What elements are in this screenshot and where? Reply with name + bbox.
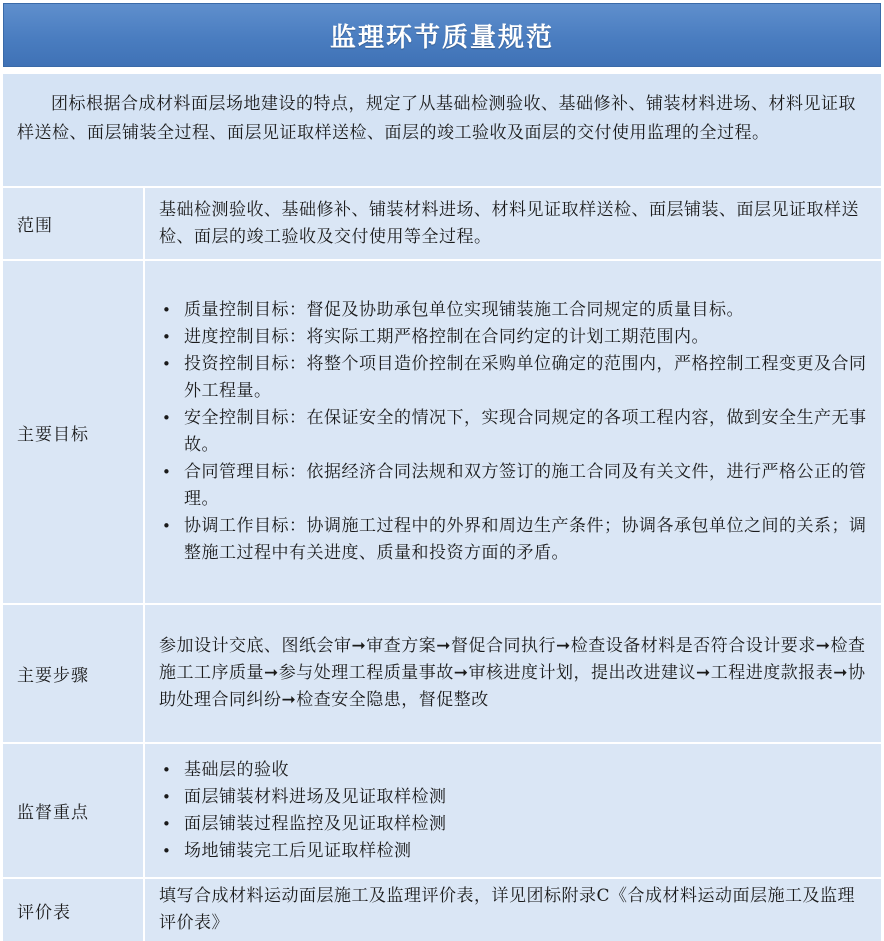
intro-paragraph: 团标根据合成材料面层场地建设的特点，规定了从基础检测验收、基础修补、铺装材料进场、材料见证取样送检、面层铺装全过程、面层见证取样送检、面层的竣工验收及面层的交付使用监理的全过程。 xyxy=(3,74,881,186)
row-content-goals xyxy=(145,261,881,603)
list-item: • 面层铺装过程监控及见证取样检测 xyxy=(159,811,867,838)
step-item: 参加设计交底、图纸会审 xyxy=(159,636,352,656)
row-label-focus: 监督重点 xyxy=(3,744,143,877)
row-label-scope: 范围 xyxy=(3,188,143,259)
step-item: 工程进度款报表 xyxy=(710,663,834,683)
title-banner xyxy=(3,3,881,67)
row-scope xyxy=(3,188,881,259)
row-evaluation xyxy=(3,879,881,941)
arrow-right-icon: ➞ xyxy=(281,690,297,710)
row-content-focus xyxy=(145,744,881,877)
step-item: 检查施工工序质量 xyxy=(159,636,866,683)
steps-flow xyxy=(159,633,867,714)
row-label-evaluation: 评价表 xyxy=(3,879,143,941)
arrow-right-icon: ➞ xyxy=(833,663,848,683)
arrow-right-icon: ➞ xyxy=(696,663,711,683)
row-content-steps xyxy=(145,605,881,742)
step-item: 审核进度计划，提出改进建议 xyxy=(468,663,696,683)
row-focus xyxy=(3,744,881,877)
focus-list xyxy=(159,757,867,865)
step-item: 参与处理工程质量事故 xyxy=(278,663,454,683)
list-item: • 投资控制目标：将整个项目造价控制在采购单位确定的范围内，严格控制工程变更及合同外工程量。 xyxy=(159,351,867,405)
row-label-goals: 主要目标 xyxy=(3,261,143,603)
arrow-right-icon: ➞ xyxy=(351,636,367,656)
scope-text: 基础检测验收、基础修补、铺装材料进场、材料见证取样送检、面层铺装、面层见证取样送检、面层的竣工验收及交付使用等全过程。 xyxy=(159,199,859,247)
arrow-right-icon: ➞ xyxy=(815,636,831,656)
arrow-right-icon: ➞ xyxy=(264,663,279,683)
row-steps xyxy=(3,605,881,742)
evaluation-text: 填写合成材料运动面层施工及监理评价表，详见团标附录C《合成材料运动面层施工及监理评价表》 xyxy=(159,886,856,933)
step-item: 检查安全隐患，督促整改 xyxy=(296,690,489,710)
step-item: 检查设备材料是否符合设计要求 xyxy=(570,636,816,656)
list-item: • 基础层的验收 xyxy=(159,757,867,784)
list-item: • 进度控制目标：将实际工期严格控制在合同约定的计划工期范围内。 xyxy=(159,324,867,351)
arrow-right-icon: ➞ xyxy=(556,636,571,656)
list-item: • 面层铺装材料进场及见证取样检测 xyxy=(159,784,867,811)
row-content-evaluation xyxy=(145,879,881,941)
step-item: 督促合同执行 xyxy=(451,636,556,656)
list-item: • 协调工作目标：协调施工过程中的外界和周边生产条件；协调各承包单位之间的关系；调整施工过程中有关进度、质量和投资方面的矛盾。 xyxy=(159,513,867,567)
list-item: • 场地铺装完工后见证取样检测 xyxy=(159,838,867,865)
goals-list xyxy=(159,297,867,567)
page-title: 监理环节质量规范 xyxy=(329,22,554,53)
list-item: • 安全控制目标：在保证安全的情况下，实现合同规定的各项工程内容，做到安全生产无事故。 xyxy=(159,405,867,459)
step-item: 审查方案 xyxy=(366,636,437,656)
list-item: • 质量控制目标：督促及协助承包单位实现铺装施工合同规定的质量目标。 xyxy=(159,297,867,324)
row-content-scope xyxy=(145,188,881,259)
arrow-right-icon: ➞ xyxy=(436,636,451,656)
row-goals xyxy=(3,261,881,603)
row-label-steps: 主要步骤 xyxy=(3,605,143,742)
arrow-right-icon: ➞ xyxy=(453,663,469,683)
step-item: 协助处理合同纠纷 xyxy=(159,663,866,710)
list-item: • 合同管理目标：依据经济合同法规和双方签订的施工合同及有关文件，进行严格公正的管理。 xyxy=(159,459,867,513)
